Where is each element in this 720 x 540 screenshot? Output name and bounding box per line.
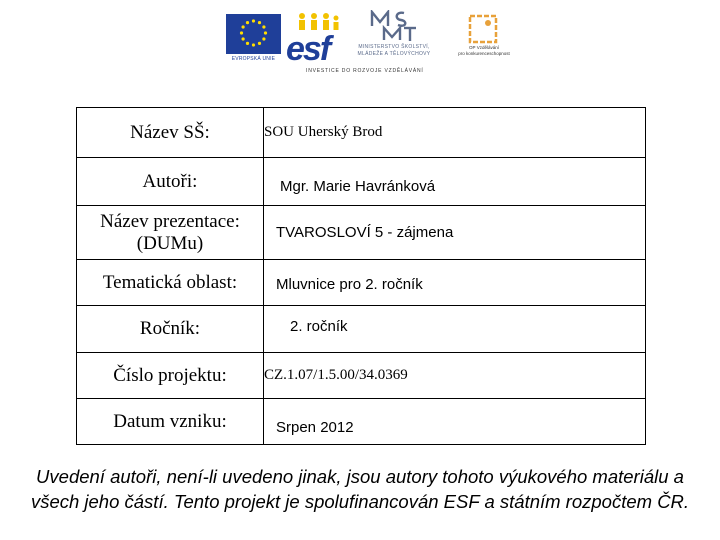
- table-row: [77, 306, 646, 353]
- table-row: [77, 399, 646, 445]
- label-nazev-prezentace: [77, 206, 264, 260]
- msmt-label-line2: MLÁDEŽE A TĚLOVÝCHOVY: [357, 51, 431, 57]
- msmt-label-line1: MINISTERSTVO ŠKOLSTVÍ,: [358, 44, 430, 50]
- op-vk-logo: [458, 12, 510, 66]
- value-nazev-prezentace: TVAROSLOVÍ 5 - zájmena: [264, 206, 646, 260]
- label-cislo-projektu: Číslo projektu:: [77, 353, 264, 399]
- esf-logo: [288, 12, 340, 66]
- msmt-logo: [340, 10, 448, 66]
- op-square-icon: [468, 14, 498, 44]
- value-autori: Mgr. Marie Havránková: [264, 158, 646, 206]
- label-tematicka-oblast: Tematická oblast:: [77, 260, 264, 306]
- op-label: [458, 45, 510, 57]
- op-label-line1: OP Vzdělávání: [469, 45, 499, 50]
- table-row: [77, 158, 646, 206]
- project-info-table: [76, 107, 646, 445]
- esf-text: esf: [286, 30, 330, 68]
- footer-note: [0, 464, 720, 514]
- eu-label: EVROPSKÁ UNIE: [226, 54, 281, 64]
- value-datum-vzniku: Srpen 2012: [264, 399, 646, 445]
- label-nazev-ss: Název SŠ:: [77, 108, 264, 158]
- eu-stars-icon: [226, 14, 281, 52]
- label-datum-vzniku: Datum vzniku:: [77, 399, 264, 445]
- msmt-monogram-icon: [370, 10, 418, 42]
- investice-tagline: INVESTICE DO ROZVOJE VZDĚLÁVÁNÍ: [306, 68, 424, 74]
- label-autori: Autoři:: [77, 158, 264, 206]
- table-row: [77, 353, 646, 399]
- eu-flag-logo: [226, 14, 281, 60]
- table-row: [77, 108, 646, 158]
- op-label-line2: pro konkurenceschopnost: [458, 51, 510, 56]
- value-tematicka-oblast: Mluvnice pro 2. ročník: [264, 260, 646, 306]
- label-nazev-prezentace-line2: (DUMu): [136, 232, 204, 254]
- msmt-label: [340, 44, 448, 58]
- footer-line2: všech jeho částí. Tento projekt je spolufinancován ESF a státním rozpočtem ČR.: [30, 491, 690, 512]
- table-row: [77, 206, 646, 260]
- footer-line1: Uvedení autoři, není-li uvedeno jinak, jsou autory tohoto výukového materiálu a: [36, 466, 684, 487]
- value-cislo-projektu: CZ.1.07/1.5.00/34.0369: [264, 353, 646, 399]
- label-rocnik: Ročník:: [77, 306, 264, 353]
- value-rocnik: 2. ročník: [264, 306, 646, 353]
- value-nazev-ss: SOU Uherský Brod: [264, 108, 646, 158]
- table-row: [77, 260, 646, 306]
- label-nazev-prezentace-line1: Název prezentace:: [100, 210, 240, 232]
- logo-bar: [222, 8, 512, 78]
